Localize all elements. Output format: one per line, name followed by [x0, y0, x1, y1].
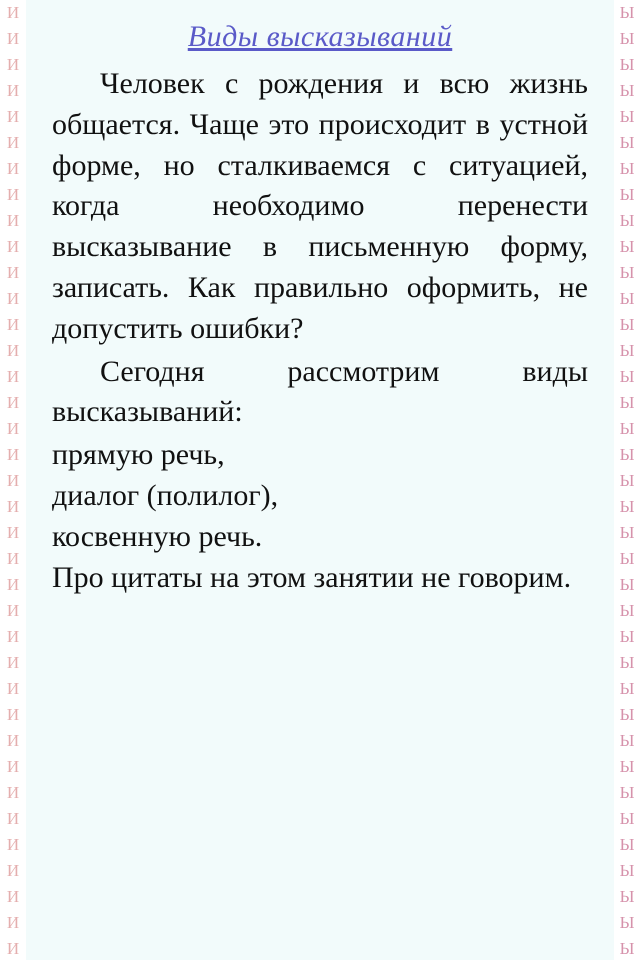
border-glyph: И: [6, 575, 20, 594]
border-glyph: И: [6, 185, 20, 204]
border-glyph: Ы: [619, 835, 635, 854]
paragraph-intro: Человек с рождения и всю жизнь общается. Чаще это происходит в устной форме, но сталкиваемся с ситуацией, когда необходимо перенести высказывание в письменную форму, записать. Как правильно оформить, не допустить ошибки?: [52, 67, 588, 345]
border-glyph: И: [6, 263, 20, 282]
border-glyph: И: [6, 497, 20, 516]
paragraph-today: Сегодня рассмотрим виды высказываний:: [52, 354, 588, 429]
border-glyph: Ы: [619, 341, 635, 360]
border-glyph: Ы: [619, 523, 635, 542]
border-glyph: Ы: [619, 315, 635, 334]
border-glyph: И: [6, 783, 20, 802]
border-glyph: Ы: [619, 783, 635, 802]
border-glyph: Ы: [619, 367, 635, 386]
border-glyph: И: [6, 289, 20, 308]
border-glyph: Ы: [619, 887, 635, 906]
border-glyph: И: [6, 107, 20, 126]
border-glyph: Ы: [619, 133, 635, 152]
border-glyph: Ы: [619, 601, 635, 620]
border-glyph: Ы: [619, 29, 635, 48]
border-glyph: И: [6, 913, 20, 932]
border-glyph: И: [6, 3, 20, 22]
border-glyph: Ы: [619, 419, 635, 438]
border-glyph: Ы: [619, 263, 635, 282]
border-glyph: И: [6, 29, 20, 48]
border-glyph: Ы: [619, 861, 635, 880]
border-glyph: И: [6, 835, 20, 854]
border-glyph: И: [6, 809, 20, 828]
slide-content-panel: [26, 0, 614, 960]
border-glyph: И: [6, 367, 20, 386]
border-glyph: И: [6, 627, 20, 646]
border-glyph: Ы: [619, 549, 635, 568]
border-glyph: И: [6, 731, 20, 750]
border-glyph: Ы: [619, 497, 635, 516]
border-glyph: Ы: [619, 809, 635, 828]
border-glyph: Ы: [619, 185, 635, 204]
border-glyph: И: [6, 315, 20, 334]
border-glyph: Ы: [619, 757, 635, 776]
border-glyph: И: [6, 159, 20, 178]
border-glyph: И: [6, 393, 20, 412]
border-glyph: Ы: [619, 679, 635, 698]
paragraph-closing: Про цитаты на этом занятии не говорим.: [52, 560, 572, 594]
border-glyph: И: [6, 939, 20, 958]
border-glyph: Ы: [619, 705, 635, 724]
border-glyph: И: [6, 211, 20, 230]
border-glyph: И: [6, 341, 20, 360]
border-glyph: Ы: [619, 913, 635, 932]
border-glyph: Ы: [619, 3, 635, 22]
left-decorative-border: [0, 0, 26, 960]
border-glyph: И: [6, 133, 20, 152]
border-glyph: И: [6, 81, 20, 100]
border-glyph: Ы: [619, 471, 635, 490]
border-glyph: И: [6, 55, 20, 74]
border-glyph: И: [6, 601, 20, 620]
border-glyph: Ы: [619, 445, 635, 464]
border-glyph: Ы: [619, 55, 635, 74]
border-glyph: Ы: [619, 159, 635, 178]
list-item: диалог (полилог),: [52, 478, 279, 512]
border-glyph: И: [6, 653, 20, 672]
border-glyph: Ы: [619, 289, 635, 308]
border-glyph: И: [6, 887, 20, 906]
border-glyph: Ы: [619, 731, 635, 750]
border-glyph: И: [6, 445, 20, 464]
border-glyph: И: [6, 549, 20, 568]
right-decorative-border: [614, 0, 640, 960]
border-glyph: И: [6, 523, 20, 542]
slide-body: [52, 64, 588, 598]
border-glyph: И: [6, 757, 20, 776]
border-glyph: Ы: [619, 393, 635, 412]
border-glyph: Ы: [619, 939, 635, 958]
border-glyph: И: [6, 679, 20, 698]
border-glyph: И: [6, 471, 20, 490]
border-glyph: И: [6, 861, 20, 880]
border-glyph: И: [6, 237, 20, 256]
page-title: Виды высказываний: [187, 20, 453, 53]
border-glyph: Ы: [619, 237, 635, 256]
border-glyph: Ы: [619, 653, 635, 672]
border-glyph: Ы: [619, 81, 635, 100]
list-item: прямую речь,: [52, 438, 225, 472]
border-glyph: Ы: [619, 107, 635, 126]
border-glyph: Ы: [619, 211, 635, 230]
border-glyph: Ы: [619, 575, 635, 594]
list-item: косвенную речь.: [52, 519, 263, 553]
border-glyph: И: [6, 705, 20, 724]
border-glyph: Ы: [619, 627, 635, 646]
border-glyph: И: [6, 419, 20, 438]
